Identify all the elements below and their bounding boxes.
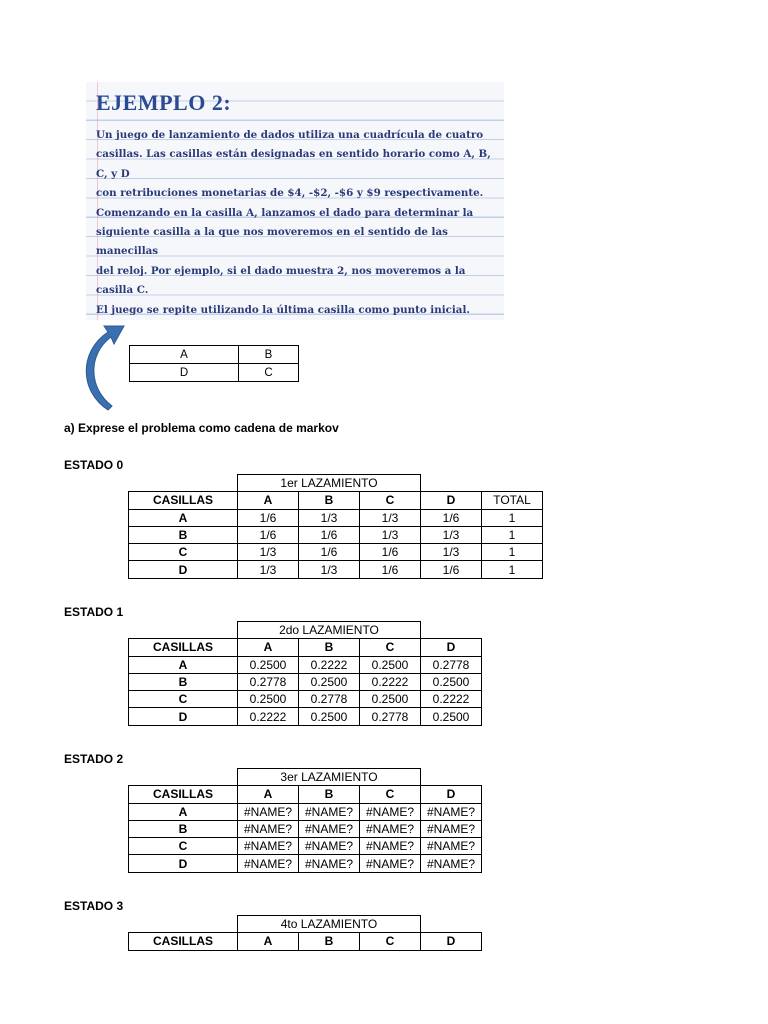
- board-grid: [129, 345, 299, 382]
- column-header: A: [238, 492, 299, 509]
- table-row: [129, 708, 482, 725]
- throw-label: 3er LAZAMIENTO: [238, 769, 421, 786]
- table-cell: 1: [482, 509, 543, 526]
- table-cell: 0.2778: [299, 691, 360, 708]
- table-cell: 0.2222: [238, 708, 299, 725]
- board-cell: D: [130, 364, 239, 382]
- state-table-2: [128, 768, 482, 873]
- curved-arrow-icon: [78, 322, 128, 414]
- table-cell: 0.2778: [421, 656, 482, 673]
- table-cell: 1: [482, 526, 543, 543]
- table-cell: #NAME?: [238, 803, 299, 820]
- column-header: B: [299, 639, 360, 656]
- table-cell: #NAME?: [421, 855, 482, 872]
- column-header: A: [238, 639, 299, 656]
- state-label-3: ESTADO 3: [64, 899, 124, 913]
- column-header: CASILLAS: [129, 933, 238, 950]
- example-body-line: del reloj. Por ejemplo, si el dado muestra 2, nos moveremos a la casilla C.: [96, 264, 466, 297]
- table-cell: 0.2500: [421, 673, 482, 690]
- table-cell: 0.2500: [360, 691, 421, 708]
- table-cell: 1/3: [421, 544, 482, 561]
- row-header: B: [129, 673, 238, 690]
- row-header: C: [129, 544, 238, 561]
- column-header: D: [421, 639, 482, 656]
- row-header: A: [129, 803, 238, 820]
- column-header: C: [360, 933, 421, 950]
- table-cell: #NAME?: [299, 855, 360, 872]
- table-row: [129, 855, 482, 872]
- table-cell: 0.2500: [238, 656, 299, 673]
- board-cell: C: [239, 364, 299, 382]
- table-row: [129, 561, 543, 578]
- table-cell: #NAME?: [421, 820, 482, 837]
- table-cell: 1/6: [238, 526, 299, 543]
- state-label-1: ESTADO 1: [64, 605, 124, 619]
- table-row: [129, 526, 543, 543]
- example-body-line: casillas. Las casillas están designadas en sentido horario como A, B, C, y D: [96, 148, 491, 180]
- table-cell: 0.2500: [299, 673, 360, 690]
- table-row: [129, 838, 482, 855]
- table-row: [129, 803, 482, 820]
- table-row: [129, 673, 482, 690]
- column-header: C: [360, 492, 421, 509]
- table-cell: #NAME?: [299, 820, 360, 837]
- column-header: A: [238, 933, 299, 950]
- table-cell: 0.2500: [238, 691, 299, 708]
- table-cell: 1/3: [299, 509, 360, 526]
- row-header: D: [129, 855, 238, 872]
- table-cell: #NAME?: [299, 803, 360, 820]
- throw-label: 2do LAZAMIENTO: [238, 622, 421, 639]
- column-header: CASILLAS: [129, 639, 238, 656]
- column-header: B: [299, 492, 360, 509]
- example-body-line: El juego se repite utilizando la última casilla como punto inicial.: [96, 303, 470, 316]
- column-header: A: [238, 786, 299, 803]
- row-header: C: [129, 691, 238, 708]
- column-header: CASILLAS: [129, 786, 238, 803]
- table-cell: #NAME?: [238, 838, 299, 855]
- section-heading: a) Exprese el problema como cadena de markov: [64, 421, 339, 435]
- table-cell: #NAME?: [360, 838, 421, 855]
- table-cell: #NAME?: [360, 820, 421, 837]
- table-cell: 0.2222: [421, 691, 482, 708]
- state-table-3: [128, 915, 482, 951]
- throw-label: 1er LAZAMIENTO: [238, 475, 421, 492]
- table-cell: 1/3: [299, 561, 360, 578]
- table-cell: 0.2500: [360, 656, 421, 673]
- table-cell: 0.2222: [299, 656, 360, 673]
- row-header: C: [129, 838, 238, 855]
- table-cell: 0.2500: [299, 708, 360, 725]
- table-cell: 1/6: [238, 509, 299, 526]
- table-row: [129, 691, 482, 708]
- example-body: [96, 126, 500, 320]
- state-label-2: ESTADO 2: [64, 752, 124, 766]
- row-header: B: [129, 526, 238, 543]
- column-header: D: [421, 933, 482, 950]
- table-cell: 1/3: [238, 544, 299, 561]
- example-body-line: con retribuciones monetarias de $4, -$2, -$6 y $9 respectivamente.: [96, 187, 484, 200]
- table-cell: 0.2500: [421, 708, 482, 725]
- row-header: D: [129, 561, 238, 578]
- table-cell: #NAME?: [421, 803, 482, 820]
- column-header: B: [299, 933, 360, 950]
- table-cell: 1/6: [360, 561, 421, 578]
- table-cell: 0.2778: [360, 708, 421, 725]
- example-body-line: siguiente casilla a la que nos moveremos en el sentido de las manecillas: [96, 226, 448, 258]
- state-label-0: ESTADO 0: [64, 458, 124, 472]
- table-cell: #NAME?: [299, 838, 360, 855]
- row-header: A: [129, 509, 238, 526]
- row-header: D: [129, 708, 238, 725]
- table-cell: #NAME?: [360, 855, 421, 872]
- table-cell: 1/6: [421, 561, 482, 578]
- column-header: D: [421, 786, 482, 803]
- column-header: C: [360, 639, 421, 656]
- table-cell: 1/6: [421, 509, 482, 526]
- table-cell: 0.2222: [360, 673, 421, 690]
- table-cell: 1: [482, 544, 543, 561]
- row-header: A: [129, 656, 238, 673]
- table-cell: 0.2778: [238, 673, 299, 690]
- table-cell: 1/3: [360, 526, 421, 543]
- table-cell: 1/3: [421, 526, 482, 543]
- column-header: D: [421, 492, 482, 509]
- table-row: [129, 820, 482, 837]
- example-body-line: Comenzando en la casilla A, lanzamos el dado para determinar la: [96, 206, 474, 219]
- column-header: B: [299, 786, 360, 803]
- table-row: [129, 544, 543, 561]
- table-row: [129, 509, 543, 526]
- table-cell: #NAME?: [238, 820, 299, 837]
- table-cell: 1/3: [360, 509, 421, 526]
- throw-label: 4to LAZAMIENTO: [238, 916, 421, 933]
- table-cell: #NAME?: [238, 855, 299, 872]
- state-table-1: [128, 621, 482, 726]
- example-card: [86, 82, 504, 320]
- column-header: C: [360, 786, 421, 803]
- table-cell: 1/6: [299, 526, 360, 543]
- table-cell: #NAME?: [421, 838, 482, 855]
- table-cell: 1/3: [238, 561, 299, 578]
- board-cell: B: [239, 346, 299, 364]
- table-row: [129, 656, 482, 673]
- table-cell: #NAME?: [360, 803, 421, 820]
- example-body-line: Un juego de lanzamiento de dados utiliza una cuadrícula de cuatro: [96, 129, 484, 141]
- example-title: EJEMPLO 2:: [96, 90, 232, 115]
- column-header: TOTAL: [482, 492, 543, 509]
- board-cell: A: [130, 346, 239, 364]
- column-header: CASILLAS: [129, 492, 238, 509]
- table-cell: 1/6: [299, 544, 360, 561]
- table-cell: 1/6: [360, 544, 421, 561]
- row-header: B: [129, 820, 238, 837]
- state-table-0: [128, 474, 543, 579]
- table-cell: 1: [482, 561, 543, 578]
